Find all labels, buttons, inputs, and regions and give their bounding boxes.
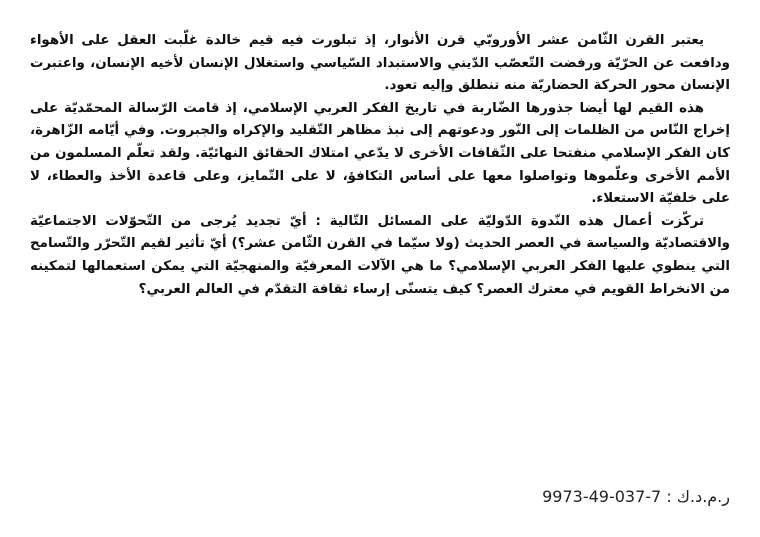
isbn-number: 9973-49-037-7 (542, 487, 662, 506)
paragraph-3: تركّزت أعمال هذه النّدوة الدّوليّة على المسائل التّالية : أيّ تجديد يُرجى من التّحوّلات الاجتماعيّة والاقتصاديّة والسياسة في العصر الحديث (ولا سيّما في القرن الثّامن عشر؟) أيّ تأثير لقيم التّحرّر والتّسامح التي ينطوي عليها الفكر العربي الإسلامي؟ ما هي الآلات المعرفيّة والمنهجيّة التي يمكن استعمالها لتمكينه من الانخراط القويم في معترك العصر؟ كيف يتسنّى إرساء ثقافة التقدّم في العالم العربي؟ (30, 213, 730, 297)
paragraph-2: هذه القيم لها أيضا جذورها الضّاربة في تاريخ الفكر العربي الإسلامي، إذ قامت الرّسالة المحمّديّة على إخراج النّاس من الظلمات إلى النّور ودعوتهم إلى نبذ مظاهر التّقليد والإكراه والجبروت. وفي أيّامه الزّاهرة، كان الفكر الإسلامي منفتحا على الثّقافات الأخرى لا يدّعي امتلاك الحقائق النهائيّة. ولقد تعلّم المسلمون من الأمم الأخرى وعلّموها وتواصلوا معها على أساس التكافؤ، لا على التّمايز، وعلى قاعدة الأخذ والعطاء، لا على خلفيّة الاستعلاء. (30, 100, 730, 207)
document-body (30, 30, 730, 301)
isbn-label: ر.م.د.ك : (666, 487, 730, 506)
isbn-line (542, 487, 730, 506)
paragraph-1: يعتبر القرن الثّامن عشر الأوروبّي قرن الأنوار، إذ تبلورت فيه قيم خالدة غلّبت العقل على الأهواء ودافعت عن الحرّيّة ورفضت التّعصّب الدّيني والاستبداد السّياسي واستغلال الإنسان لأخيه الإنسان، واعتبرت الإنسان محور الحركة الحضاريّة منه تنطلق وإليه تعود. (30, 33, 730, 94)
